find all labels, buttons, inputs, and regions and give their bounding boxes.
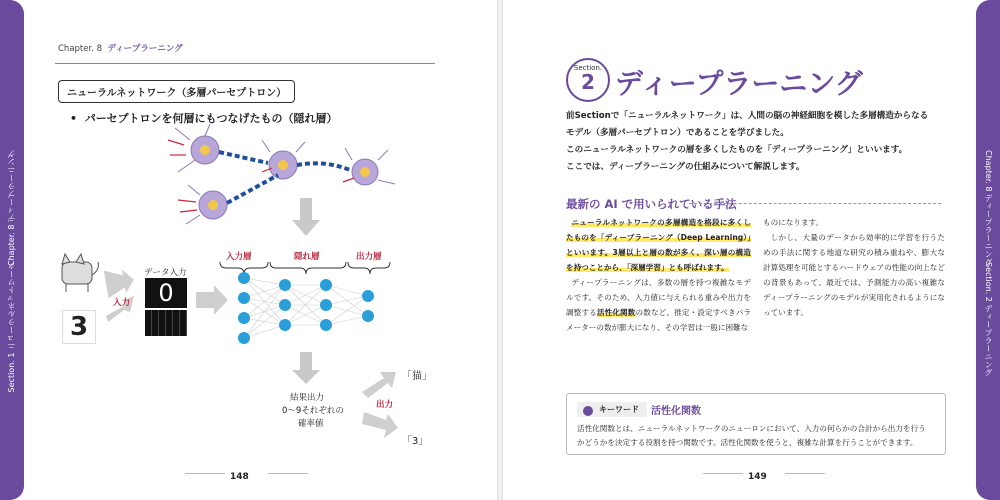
section-label: Section. (573, 64, 603, 72)
data-input-label: データ入力 (144, 268, 187, 278)
three-result: 「3」 (402, 436, 429, 447)
hidden-layer-label: 隠れ層 (294, 252, 320, 262)
body-column-2 (763, 215, 945, 320)
side-tab-section: Section. 2 ディープラーニング (984, 262, 993, 377)
network-node (320, 299, 332, 311)
side-tab-chapter: Chapter. 8 ディープラーニング (984, 150, 993, 266)
side-tab-right (976, 0, 1000, 500)
input-layer-label: 入力層 (226, 252, 252, 262)
section-title: ディープラーニング (615, 67, 863, 100)
intro-line: このニューラルネットワークの層を多くしたものを「ディープラーニング」といいます。 (566, 145, 908, 155)
digit-three-image: 3 (62, 310, 96, 344)
result-output-label: 結果出力 (290, 393, 325, 403)
keyword-description: 活性化関数とは、ニューラルネットワークのニューロンにおいて、入力の何らかの合計から出力を行うかどうかを決定する役割を持つ関数です。活性化関数を使うと、複雑な計算を行うことができます。 (577, 424, 926, 447)
network-node (279, 279, 291, 291)
page-number-line-left (185, 473, 225, 474)
heading-dashed-rule (689, 203, 941, 204)
page-number: 149 (748, 472, 767, 482)
keyword-term: 活性化関数 (651, 406, 701, 417)
body-text: ものになります。 (763, 218, 824, 227)
body-text: の数など、推定・設定すべきパラメーターの数が膨大になり、その学習は一般に困難な (566, 308, 752, 332)
left-page (0, 0, 497, 500)
probability-value-label: 確率値 (298, 419, 324, 429)
chapter-title: ディープラーニング (107, 44, 183, 54)
right-page (503, 0, 1000, 500)
digit-zero-image: 0 (145, 278, 187, 308)
network-connection (244, 305, 285, 338)
network-node (279, 319, 291, 331)
network-connection (244, 278, 285, 285)
bullet-text: パーセプトロンを何層にもつなげたもの（隠れ層） (84, 112, 338, 125)
body-text: しかし、大量のデータから効率的に学習を行うための手法に関する地道な研究の積み重ねや、膨大な計算処理を可能とするハードウェアの性能の向上などの背景もあって、最近では、予測能力の高い複雑なディープラーニングのモデルが実用化されるようになっています。 (763, 233, 945, 317)
network-node (238, 312, 250, 324)
highlighted-definition: ニューラルネットワークの多層構造を格段に多くしたものを「ディープラーニング（Deep Learning）」といいます。3層以上と層の数が多く、深い層の構造を持つことから、「深層学習」とも呼ばれます。 (566, 218, 751, 272)
output-layer-label: 出力層 (356, 252, 382, 262)
diagram-bullet: • パーセプトロンを何層にもつなげたもの（隠れ層） (70, 112, 338, 125)
network-node (279, 299, 291, 311)
network-node (238, 332, 250, 344)
keyword-badge-label: キーワード (599, 405, 639, 414)
intro-line: モデル（多層パーセプトロン）であることを学びました。 (566, 128, 789, 138)
section-number: 2 (581, 70, 595, 94)
keyword-box (566, 393, 946, 455)
network-connection (244, 285, 285, 298)
cat-illustration (62, 254, 98, 292)
body-column-1 (566, 215, 751, 335)
moon-icon (583, 406, 593, 416)
page-number-line-right (785, 473, 825, 474)
side-tab-chapter: Chapter. 8 ディープラーニング (7, 150, 16, 266)
pixel-grid-image (145, 310, 187, 336)
side-tab-section: Section. 1 ニューラルネットワーク (7, 262, 16, 393)
input-label: 入力 (113, 298, 131, 308)
network-node (238, 292, 250, 304)
page-number-line-right (268, 473, 308, 474)
network-connection (244, 285, 285, 318)
page-number: 148 (230, 472, 249, 482)
probability-label: 0～9それぞれの (282, 406, 344, 416)
chapter-label: Chapter. 8 (58, 44, 103, 54)
output-label: 出力 (376, 400, 394, 410)
subsection-heading: 最新の AI で用いられている手法 (566, 197, 737, 211)
network-connection (244, 325, 285, 338)
network-node (238, 272, 250, 284)
intro-line: 前Sectionで「ニューラルネットワーク」は、人間の脳の神経細胞を模した多層構造からなる (566, 111, 929, 121)
page-number-line-left (703, 473, 743, 474)
section-badge (566, 58, 610, 102)
keyword-badge (577, 402, 647, 417)
network-node (362, 290, 374, 302)
cat-result: 「猫」 (402, 371, 432, 382)
diagram-box-title: ニューラルネットワーク（多層パーセプトロン） (58, 80, 295, 103)
network-node (320, 279, 332, 291)
keyword-link: 活性化関数 (596, 308, 636, 317)
network-connection (244, 285, 285, 338)
intro-text (566, 108, 946, 176)
network-node (320, 319, 332, 331)
network-node (362, 310, 374, 322)
intro-line: ここでは、ディープラーニングの仕組みについて解説します。 (566, 162, 805, 172)
network-connection (326, 285, 368, 296)
body-text: ディープラーニングは、多数の層を持つ複雑なモデルです。そのため、入力値に与えられる重みや出力を調整する (566, 278, 752, 317)
